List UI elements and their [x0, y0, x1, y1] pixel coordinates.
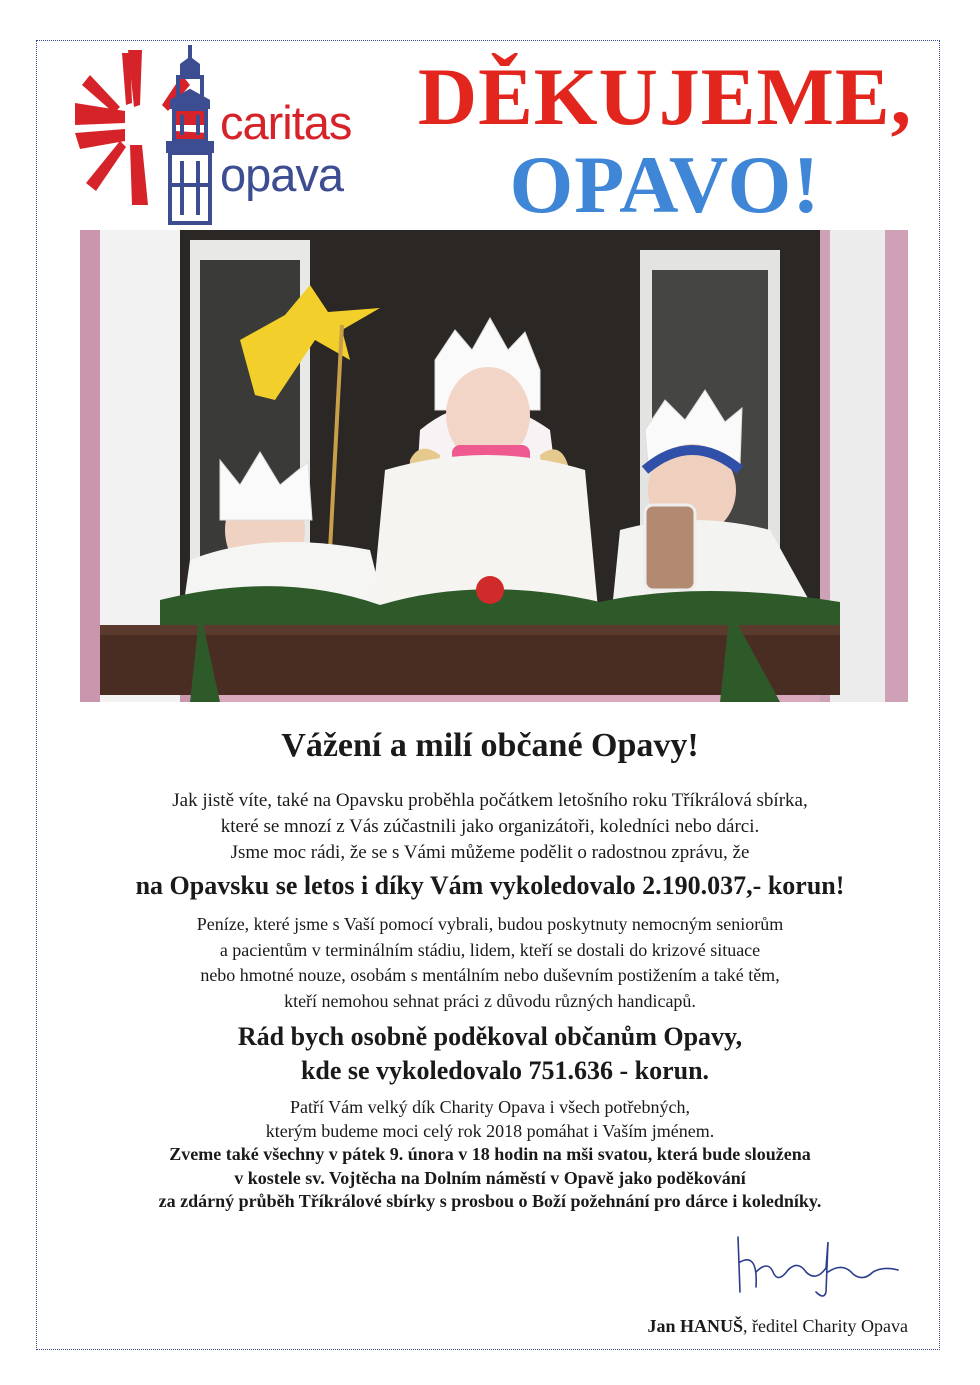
intro-line: Jsme moc rádi, že se s Vámi můžeme podělit o radostnou zprávu, že [230, 842, 750, 863]
intro-line: které se mnozí z Vás zúčastnili jako organizátoři, koledníci nebo dárci. [220, 816, 760, 837]
city-thanks-line: Rád bych osobně poděkoval občanům Opavy, [237, 1022, 743, 1051]
usage-line: kteří nemohou sehnat práci z důvodu různých handicapů. [284, 990, 696, 1011]
caritas-logo [70, 45, 400, 235]
handwritten-signature [728, 1232, 903, 1302]
invitation-line: za zdárný průběh Tříkrálové sbírky s prosbou o Boží požehnání pro dárce i koledníky. [158, 1191, 822, 1211]
usage-line: Peníze, které jsme s Vaší pomocí vybrali, budou poskytnuty nemocným seniorům [196, 914, 784, 934]
headline-thanks: DĚKUJEME, [417, 51, 913, 142]
signatory-name: Jan HANUŠ [647, 1316, 744, 1336]
children-at-window-photo [80, 230, 908, 702]
closing-line: kterým budeme moci celý rok 2018 pomáhat i Vaším jménem. [265, 1120, 715, 1141]
headline-opava: OPAVO! [509, 139, 821, 230]
invitation-line: v kostele sv. Vojtěcha na Dolním náměstí v Opavě jako poděkování [234, 1167, 746, 1188]
greeting-heading: Vážení a milí občané Opavy! [281, 727, 699, 764]
intro-paragraph [60, 788, 920, 866]
signatory-title: , ředitel Charity Opava [743, 1316, 908, 1336]
total-amount-highlight: na Opavsku se letos i díky Vám vykoledovalo 2.190.037,- korun! [135, 871, 845, 900]
invitation-line: Zveme také všechny v pátek 9. února v 18 hodin na mši svatou, která bude sloužena [169, 1144, 811, 1164]
usage-paragraph [60, 912, 920, 1014]
city-amount-line: kde se vykoledovalo 751.636 - korun. [300, 1056, 710, 1085]
usage-line: a pacientům v terminálním stádiu, lidem, kteří se dostali do krizové situace [219, 939, 761, 960]
closing-line: Patří Vám velký dík Charity Opava i všech potřebných, [289, 1097, 691, 1117]
signature-line [648, 1316, 908, 1337]
intro-line: Jak jistě víte, také na Opavsku proběhla počátkem letošního roku Tříkrálová sbírka, [172, 790, 808, 811]
city-amount-highlight [60, 1020, 920, 1088]
closing-paragraph [60, 1096, 920, 1214]
logo-opava-text: opava [220, 148, 344, 201]
logo-caritas-text: caritas [220, 96, 352, 149]
usage-line: nebo hmotné nouze, osobám s mentálním nebo duševním postižením a také těm, [200, 965, 780, 985]
